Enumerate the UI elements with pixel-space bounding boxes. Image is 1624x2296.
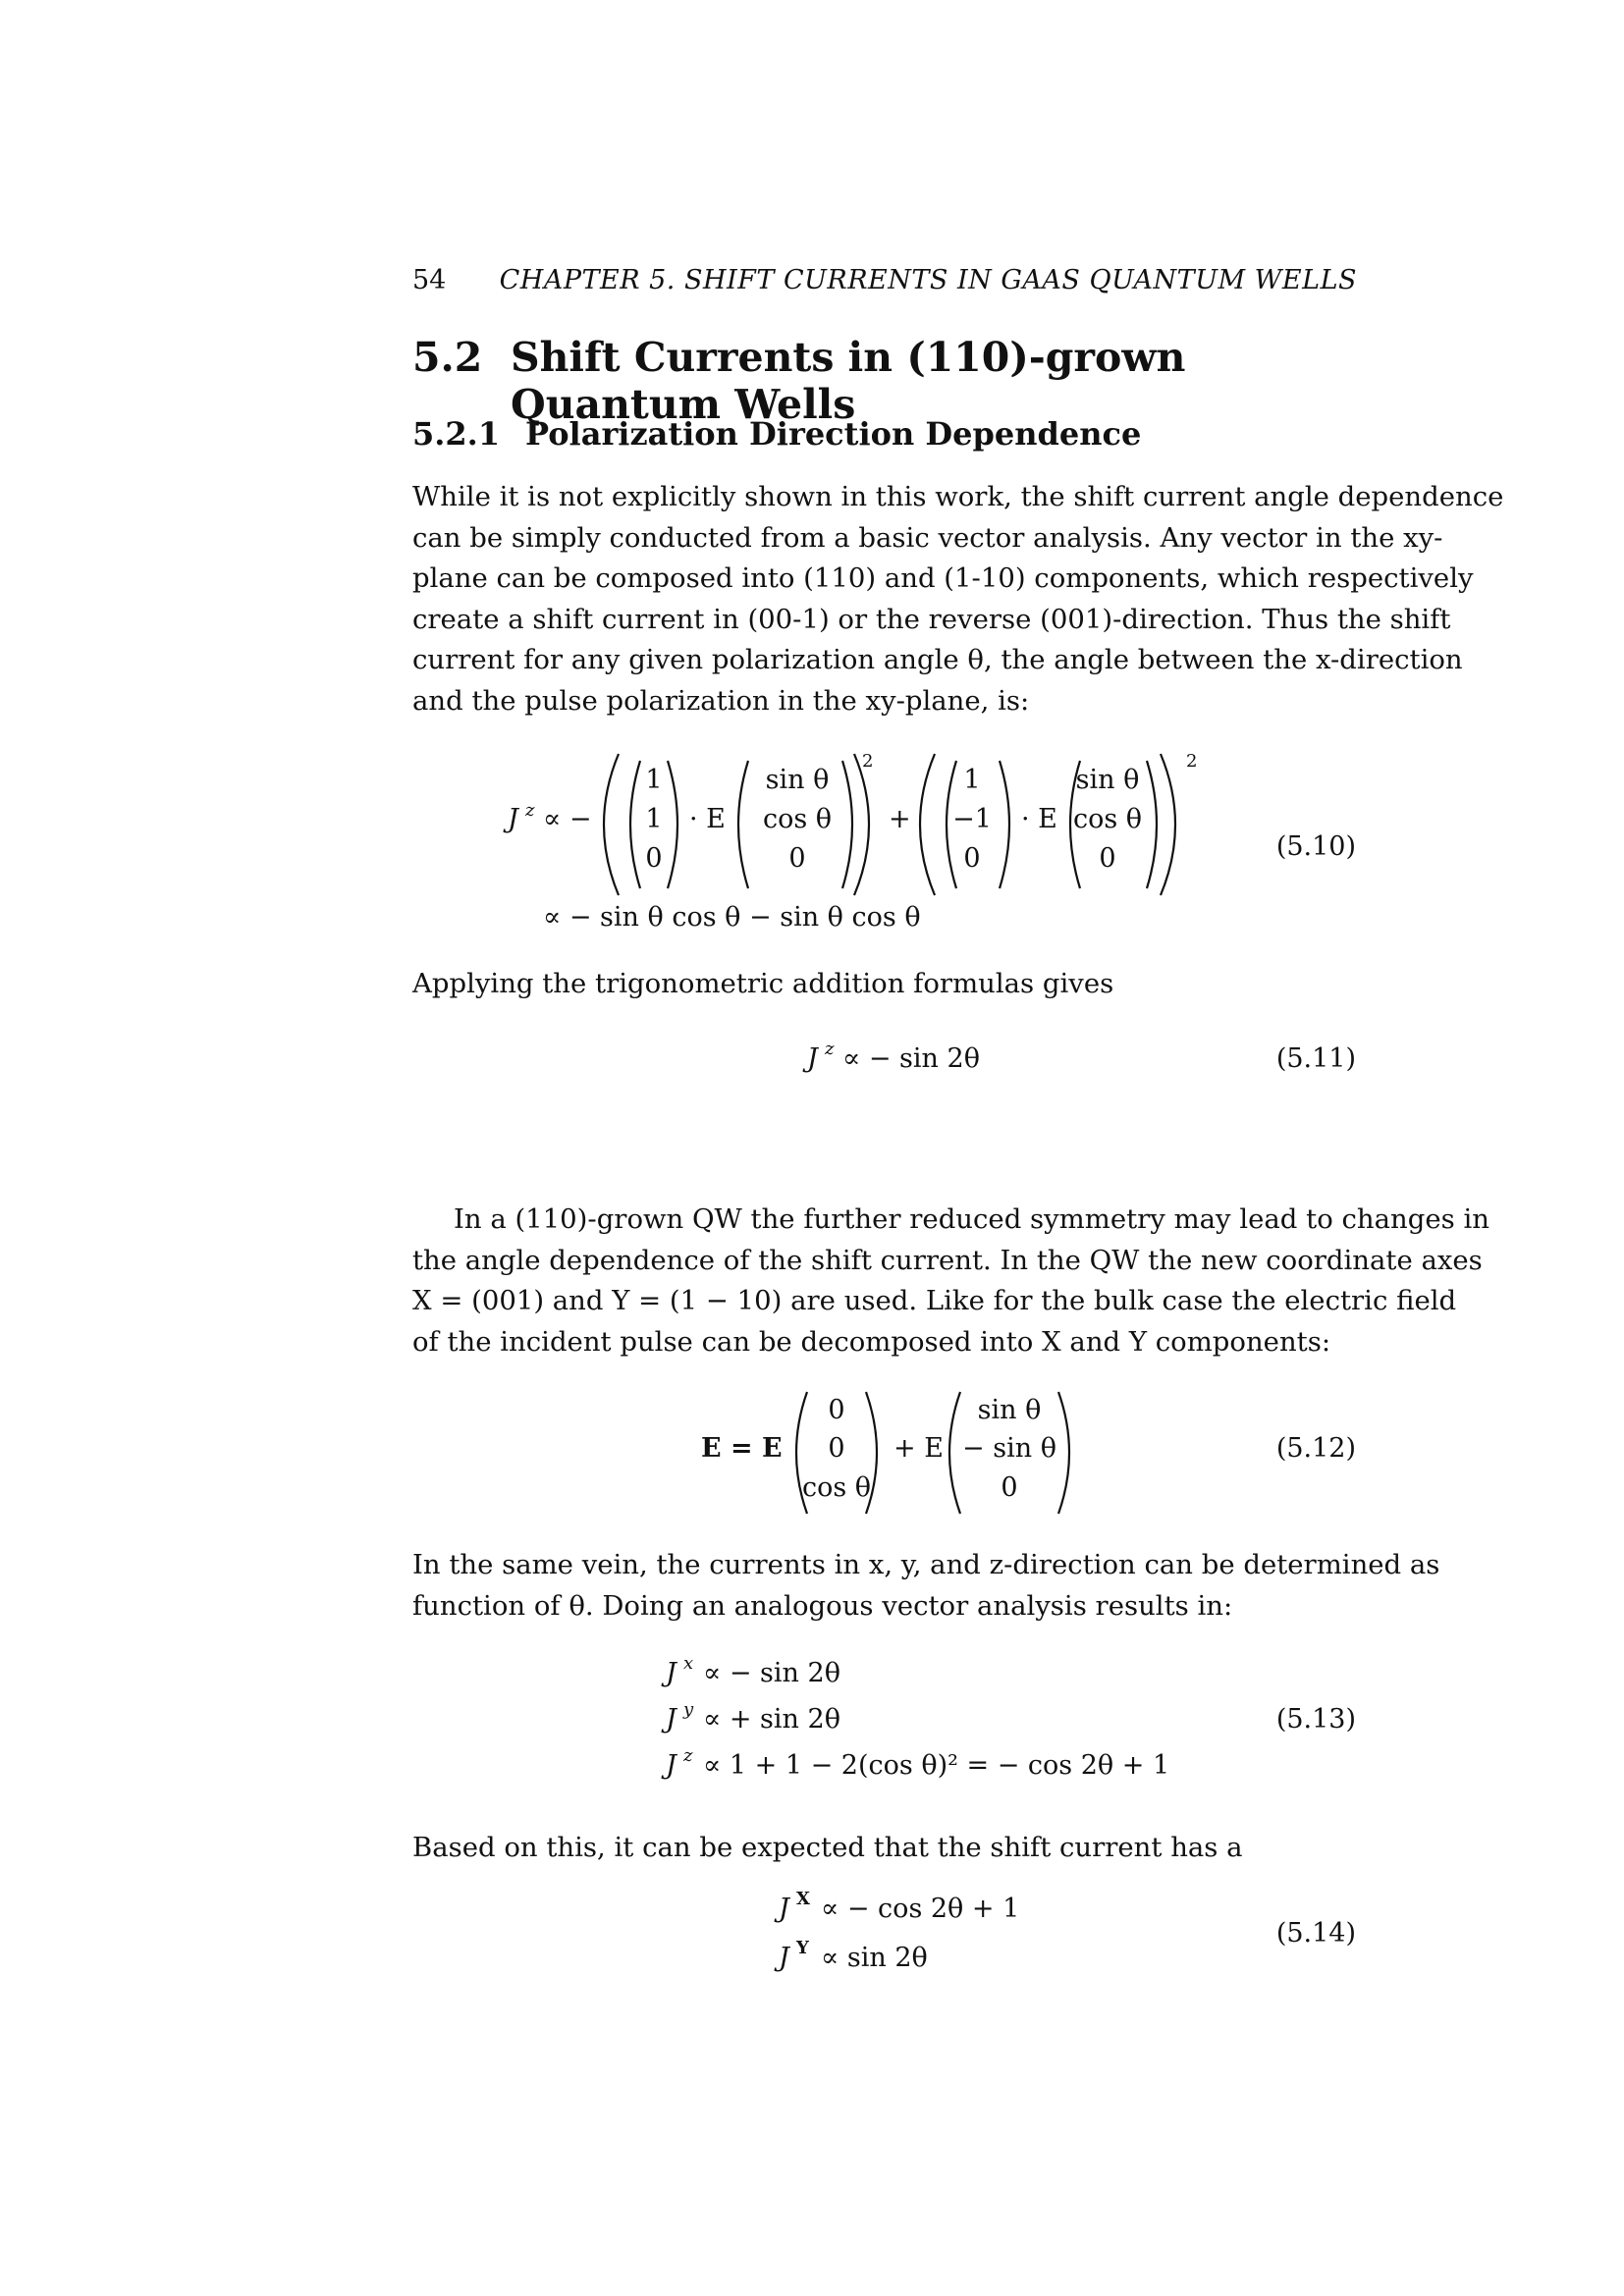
eq-operator: · E	[689, 804, 726, 834]
eq-superscript: X	[796, 1889, 810, 1909]
eq-symbol: J	[666, 1704, 677, 1735]
text-line: function of θ. Doing an analogous vector analysis results in:	[412, 1589, 1233, 1622]
vec-entry: −1	[952, 804, 992, 834]
eq-label: (5.10)	[1275, 831, 1356, 862]
eq-operator: + E	[893, 1433, 944, 1464]
section-number: 5.2	[412, 334, 483, 381]
vec-paren-right	[1058, 1392, 1069, 1514]
page-number: 54	[412, 265, 447, 295]
eq-rhs: ∝ − sin 2θ	[842, 1043, 980, 1074]
vec-paren-right	[1000, 761, 1009, 888]
equation-5-14	[774, 1889, 1356, 1973]
outer-paren-left	[920, 754, 935, 895]
vec-paren-left	[630, 761, 640, 888]
eq-exponent: 2	[1186, 751, 1198, 772]
vec-paren-left	[738, 761, 748, 888]
vec-paren-right	[668, 761, 677, 888]
eq-superscript: y	[683, 1699, 694, 1720]
eq-operator: +	[889, 804, 911, 834]
text-line: the angle dependence of the shift current. In the QW the new coordinate axes	[412, 1244, 1483, 1276]
eq-symbol: J	[779, 1894, 789, 1924]
vec-entry: 1	[645, 804, 663, 834]
eq-superscript: x	[683, 1653, 694, 1674]
text-line: create a shift current in (00-1) or the reverse (001)-direction. Thus the shift	[412, 603, 1451, 635]
vec-paren-right	[842, 761, 852, 888]
eq-symbol: J	[807, 1043, 818, 1074]
equation-5-10	[503, 751, 1356, 933]
outer-paren-right	[1161, 754, 1175, 895]
vec-entry: 1	[645, 765, 663, 795]
eq-rhs: ∝ + sin 2θ	[703, 1704, 840, 1735]
section-title: Shift Currents in (110)-grown Quantum Wells	[511, 334, 1186, 428]
text-line: In a (110)-grown QW the further reduced symmetry may lead to changes in	[454, 1203, 1489, 1235]
eq-superscript: Y	[796, 1938, 809, 1958]
subsection-number: 5.2.1	[412, 415, 501, 453]
chapter-title: CHAPTER 5. SHIFT CURRENTS IN GAAS QUANTUM WELLS	[499, 265, 1357, 295]
eq-superscript: z	[525, 800, 535, 821]
eq-rhs: ∝ − sin 2θ	[703, 1658, 840, 1688]
vec-entry: 0	[963, 843, 981, 874]
vec-paren-right	[1147, 761, 1157, 888]
eq-operator: · E	[1021, 804, 1057, 834]
eq-rhs: ∝ 1 + 1 − 2(cos θ)² = − cos 2θ + 1	[703, 1750, 1170, 1781]
text-line: current for any given polarization angle θ, the angle between the x-direction	[412, 644, 1463, 676]
vec-entry: sin θ	[765, 765, 830, 795]
eq-line: ∝ − sin θ cos θ − sin θ cos θ	[543, 902, 921, 933]
vec-entry: 1	[963, 765, 981, 795]
vec-entry: 0	[788, 843, 806, 874]
eq-rhs: ∝ − cos 2θ + 1	[821, 1894, 1020, 1924]
vec-entry: 0	[828, 1395, 845, 1425]
equation-5-11	[802, 1039, 1356, 1074]
vec-entry: 0	[828, 1433, 845, 1464]
outer-paren-right	[854, 754, 869, 895]
eq-lhs: E = E	[701, 1433, 783, 1464]
eq-symbol: J	[508, 804, 518, 834]
eq-symbol: J	[779, 1943, 789, 1973]
eq-symbol: J	[666, 1658, 677, 1688]
eq-rhs: ∝ sin 2θ	[821, 1943, 928, 1973]
vec-paren-left	[949, 1392, 960, 1514]
eq-symbol: J	[666, 1750, 677, 1781]
eq-label: (5.13)	[1275, 1704, 1356, 1735]
eq-superscript: z	[825, 1039, 835, 1059]
subsection-title: Polarization Direction Dependence	[525, 415, 1142, 453]
text-line: In the same vein, the currents in x, y, and z-direction can be determined as	[412, 1549, 1440, 1580]
vec-entry: cos θ	[1072, 804, 1143, 834]
equation-5-13	[661, 1653, 1356, 1781]
eq-label: (5.11)	[1275, 1043, 1356, 1074]
text-line: plane can be composed into (110) and (1-10) components, which respectively	[412, 562, 1474, 595]
vec-entry: cos θ	[801, 1472, 872, 1503]
text-line: Based on this, it can be expected that the shift current has a	[412, 1832, 1243, 1863]
text-line: Applying the trigonometric addition formulas gives	[412, 968, 1114, 999]
outer-paren-left	[604, 754, 619, 895]
vec-entry: 0	[645, 843, 663, 874]
text-line: can be simply conducted from a basic vector analysis. Any vector in the xy-	[412, 521, 1443, 554]
vec-entry: 0	[1001, 1472, 1018, 1503]
eq-label: (5.14)	[1275, 1918, 1356, 1949]
text-line: While it is not explicitly shown in this work, the shift current angle dependence	[412, 481, 1504, 512]
vec-entry: cos θ	[762, 804, 833, 834]
text-line: X = (001) and Y = (1 − 10) are used. Like for the bulk case the electric field	[412, 1285, 1457, 1317]
vec-entry: sin θ	[1075, 765, 1140, 795]
eq-operator: ∝ −	[543, 804, 592, 834]
vec-entry: 0	[1099, 843, 1116, 874]
equation-5-12	[701, 1392, 1356, 1514]
vec-entry: sin θ	[977, 1395, 1042, 1425]
vec-entry: − sin θ	[962, 1433, 1056, 1464]
text-line: of the incident pulse can be decomposed into X and Y components:	[412, 1325, 1331, 1358]
text-line: and the pulse polarization in the xy-plane, is:	[412, 684, 1030, 717]
eq-exponent: 2	[862, 751, 874, 772]
eq-label: (5.12)	[1275, 1433, 1356, 1464]
eq-superscript: z	[683, 1745, 693, 1766]
